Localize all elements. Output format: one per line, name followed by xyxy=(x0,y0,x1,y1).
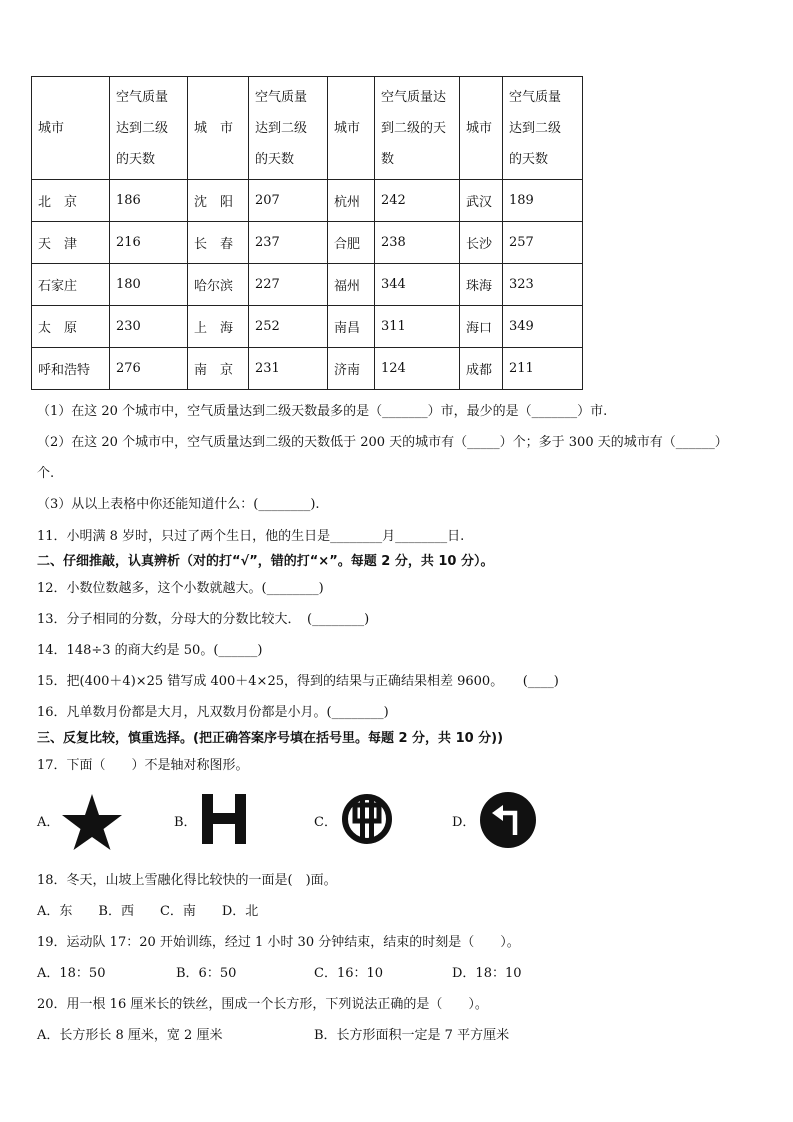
question-15: 15．把(400＋4)×25 错写成 400＋4×25，得到的结果与正确结果相差 9600。 (____) xyxy=(37,674,559,689)
table-cell: 哈尔滨 xyxy=(188,264,249,306)
table-cell: 344 xyxy=(375,264,460,306)
question-16: 16．凡单数月份都是大月，凡双数月份都是小月。(________) xyxy=(37,705,389,720)
table-cell: 237 xyxy=(249,222,328,264)
table-cell: 济南 xyxy=(328,348,375,390)
question-1: （1）在这 20 个城市中，空气质量达到二级天数最多的是（_______）市，最少的是（_______）市. xyxy=(37,404,608,419)
star-icon xyxy=(61,793,123,851)
table-cell: 186 xyxy=(110,180,188,222)
q20-option-a: A．长方形长 8 厘米，宽 2 厘米 xyxy=(37,1028,223,1043)
question-13: 13．分子相同的分数，分母大的分数比较大． (________) xyxy=(37,612,370,627)
table-row xyxy=(32,180,583,222)
section-2-heading: 二、仔细推敲，认真辨析（对的打“√”，错的打“×”。每题 2 分，共 10 分）。 xyxy=(37,554,494,569)
table-cell: 北 京 xyxy=(32,180,110,222)
table-row xyxy=(32,222,583,264)
header-text: 空气质量达 xyxy=(381,89,447,105)
table-row xyxy=(32,264,583,306)
header-text: 达到二级 xyxy=(509,120,562,136)
table-cell: 福州 xyxy=(328,264,375,306)
air-quality-table xyxy=(31,76,583,390)
table-cell: 南 京 xyxy=(188,348,249,390)
table-cell: 207 xyxy=(249,180,328,222)
table-cell: 227 xyxy=(249,264,328,306)
table-cell: 230 xyxy=(110,306,188,348)
header-cell xyxy=(110,77,188,180)
table-cell: 呼和浩特 xyxy=(32,348,110,390)
header-cell xyxy=(249,77,328,180)
table-row xyxy=(32,348,583,390)
table-cell: 海口 xyxy=(460,306,503,348)
header-text: 空气质量 xyxy=(116,89,169,105)
q17-option-b-label: B． xyxy=(174,815,197,830)
question-17: 17．下面（ ）不是轴对称图形。 xyxy=(37,758,249,773)
table-cell: 太 原 xyxy=(32,306,110,348)
table-cell: 武汉 xyxy=(460,180,503,222)
header-cell xyxy=(328,77,375,180)
table-cell: 合肥 xyxy=(328,222,375,264)
header-text: 的天数 xyxy=(255,151,295,167)
table-cell: 珠海 xyxy=(460,264,503,306)
header-text: 达到二级 xyxy=(116,120,169,136)
table-cell: 252 xyxy=(249,306,328,348)
header-cell xyxy=(503,77,583,180)
table-cell: 257 xyxy=(503,222,583,264)
section-3-heading: 三、反复比较，慎重选择。(把正确答案序号填在括号里。每题 2 分，共 10 分)) xyxy=(37,731,504,746)
question-11: 11．小明满 8 岁时，只过了两个生日，他的生日是________月________日. xyxy=(37,529,465,544)
q19-option-a: A．18：50 xyxy=(37,966,106,981)
question-20: 20．用一根 16 厘米长的铁丝，围成一个长方形，下列说法正确的是（ ）。 xyxy=(37,997,488,1012)
q19-option-b: B．6：50 xyxy=(176,966,237,981)
header-text: 城 市 xyxy=(194,120,234,136)
table-header-row xyxy=(32,77,583,180)
question-12: 12．小数位数越多，这个小数就越大。(________) xyxy=(37,581,324,596)
question-18-options: A．东 B．西 C．南 D．北 xyxy=(37,904,259,919)
header-cell xyxy=(32,77,110,180)
turn-left-sign-icon xyxy=(479,791,537,849)
table-cell: 349 xyxy=(503,306,583,348)
table-cell: 天 津 xyxy=(32,222,110,264)
header-cell xyxy=(460,77,503,180)
table-cell: 238 xyxy=(375,222,460,264)
header-text: 数 xyxy=(381,151,395,167)
table-row xyxy=(32,306,583,348)
q20-option-b: B．长方形面积一定是 7 平方厘米 xyxy=(314,1028,510,1043)
table-cell: 成都 xyxy=(460,348,503,390)
table-cell: 323 xyxy=(503,264,583,306)
table-cell: 杭州 xyxy=(328,180,375,222)
header-text: 空气质量 xyxy=(255,89,308,105)
header-text: 到二级的天 xyxy=(381,120,447,136)
table-cell: 216 xyxy=(110,222,188,264)
table-cell: 276 xyxy=(110,348,188,390)
question-2: （2）在这 20 个城市中，空气质量达到二级的天数低于 200 天的城市有（_____）个；多于 300 天的城市有（______） xyxy=(37,435,728,450)
table-cell: 124 xyxy=(375,348,460,390)
table-cell: 长沙 xyxy=(460,222,503,264)
header-cell xyxy=(188,77,249,180)
header-text: 城市 xyxy=(466,120,493,136)
header-text: 达到二级 xyxy=(255,120,308,136)
table-cell: 长 春 xyxy=(188,222,249,264)
header-text: 城市 xyxy=(334,120,361,136)
q17-option-d-label: D． xyxy=(452,815,476,830)
q19-option-d: D．18：10 xyxy=(452,966,522,981)
q19-option-c: C．16：10 xyxy=(314,966,384,981)
question-2-continued: 个. xyxy=(37,466,55,481)
table-cell: 180 xyxy=(110,264,188,306)
q17-option-a-label: A． xyxy=(37,815,60,830)
question-18: 18．冬天，山坡上雪融化得比较快的一面是( )面。 xyxy=(37,873,337,888)
question-14: 14．148÷3 的商大约是 50。(______) xyxy=(37,643,263,658)
bank-logo-icon xyxy=(340,792,394,846)
table-cell: 南昌 xyxy=(328,306,375,348)
table-cell: 石家庄 xyxy=(32,264,110,306)
q17-option-c-label: C． xyxy=(314,815,337,830)
table-cell: 沈 阳 xyxy=(188,180,249,222)
table-cell: 189 xyxy=(503,180,583,222)
header-cell xyxy=(375,77,460,180)
header-text: 城市 xyxy=(38,120,65,136)
header-text: 空气质量 xyxy=(509,89,562,105)
table-cell: 231 xyxy=(249,348,328,390)
table-cell: 242 xyxy=(375,180,460,222)
letter-h-icon xyxy=(202,794,246,844)
table-cell: 311 xyxy=(375,306,460,348)
table-cell: 211 xyxy=(503,348,583,390)
question-3: （3）从以上表格中你还能知道什么：(________). xyxy=(37,497,320,512)
question-19: 19．运动队 17：20 开始训练，经过 1 小时 30 分钟结束，结束的时刻是（ ）。 xyxy=(37,935,520,950)
table-cell: 上 海 xyxy=(188,306,249,348)
header-text: 的天数 xyxy=(509,151,549,167)
header-text: 的天数 xyxy=(116,151,156,167)
